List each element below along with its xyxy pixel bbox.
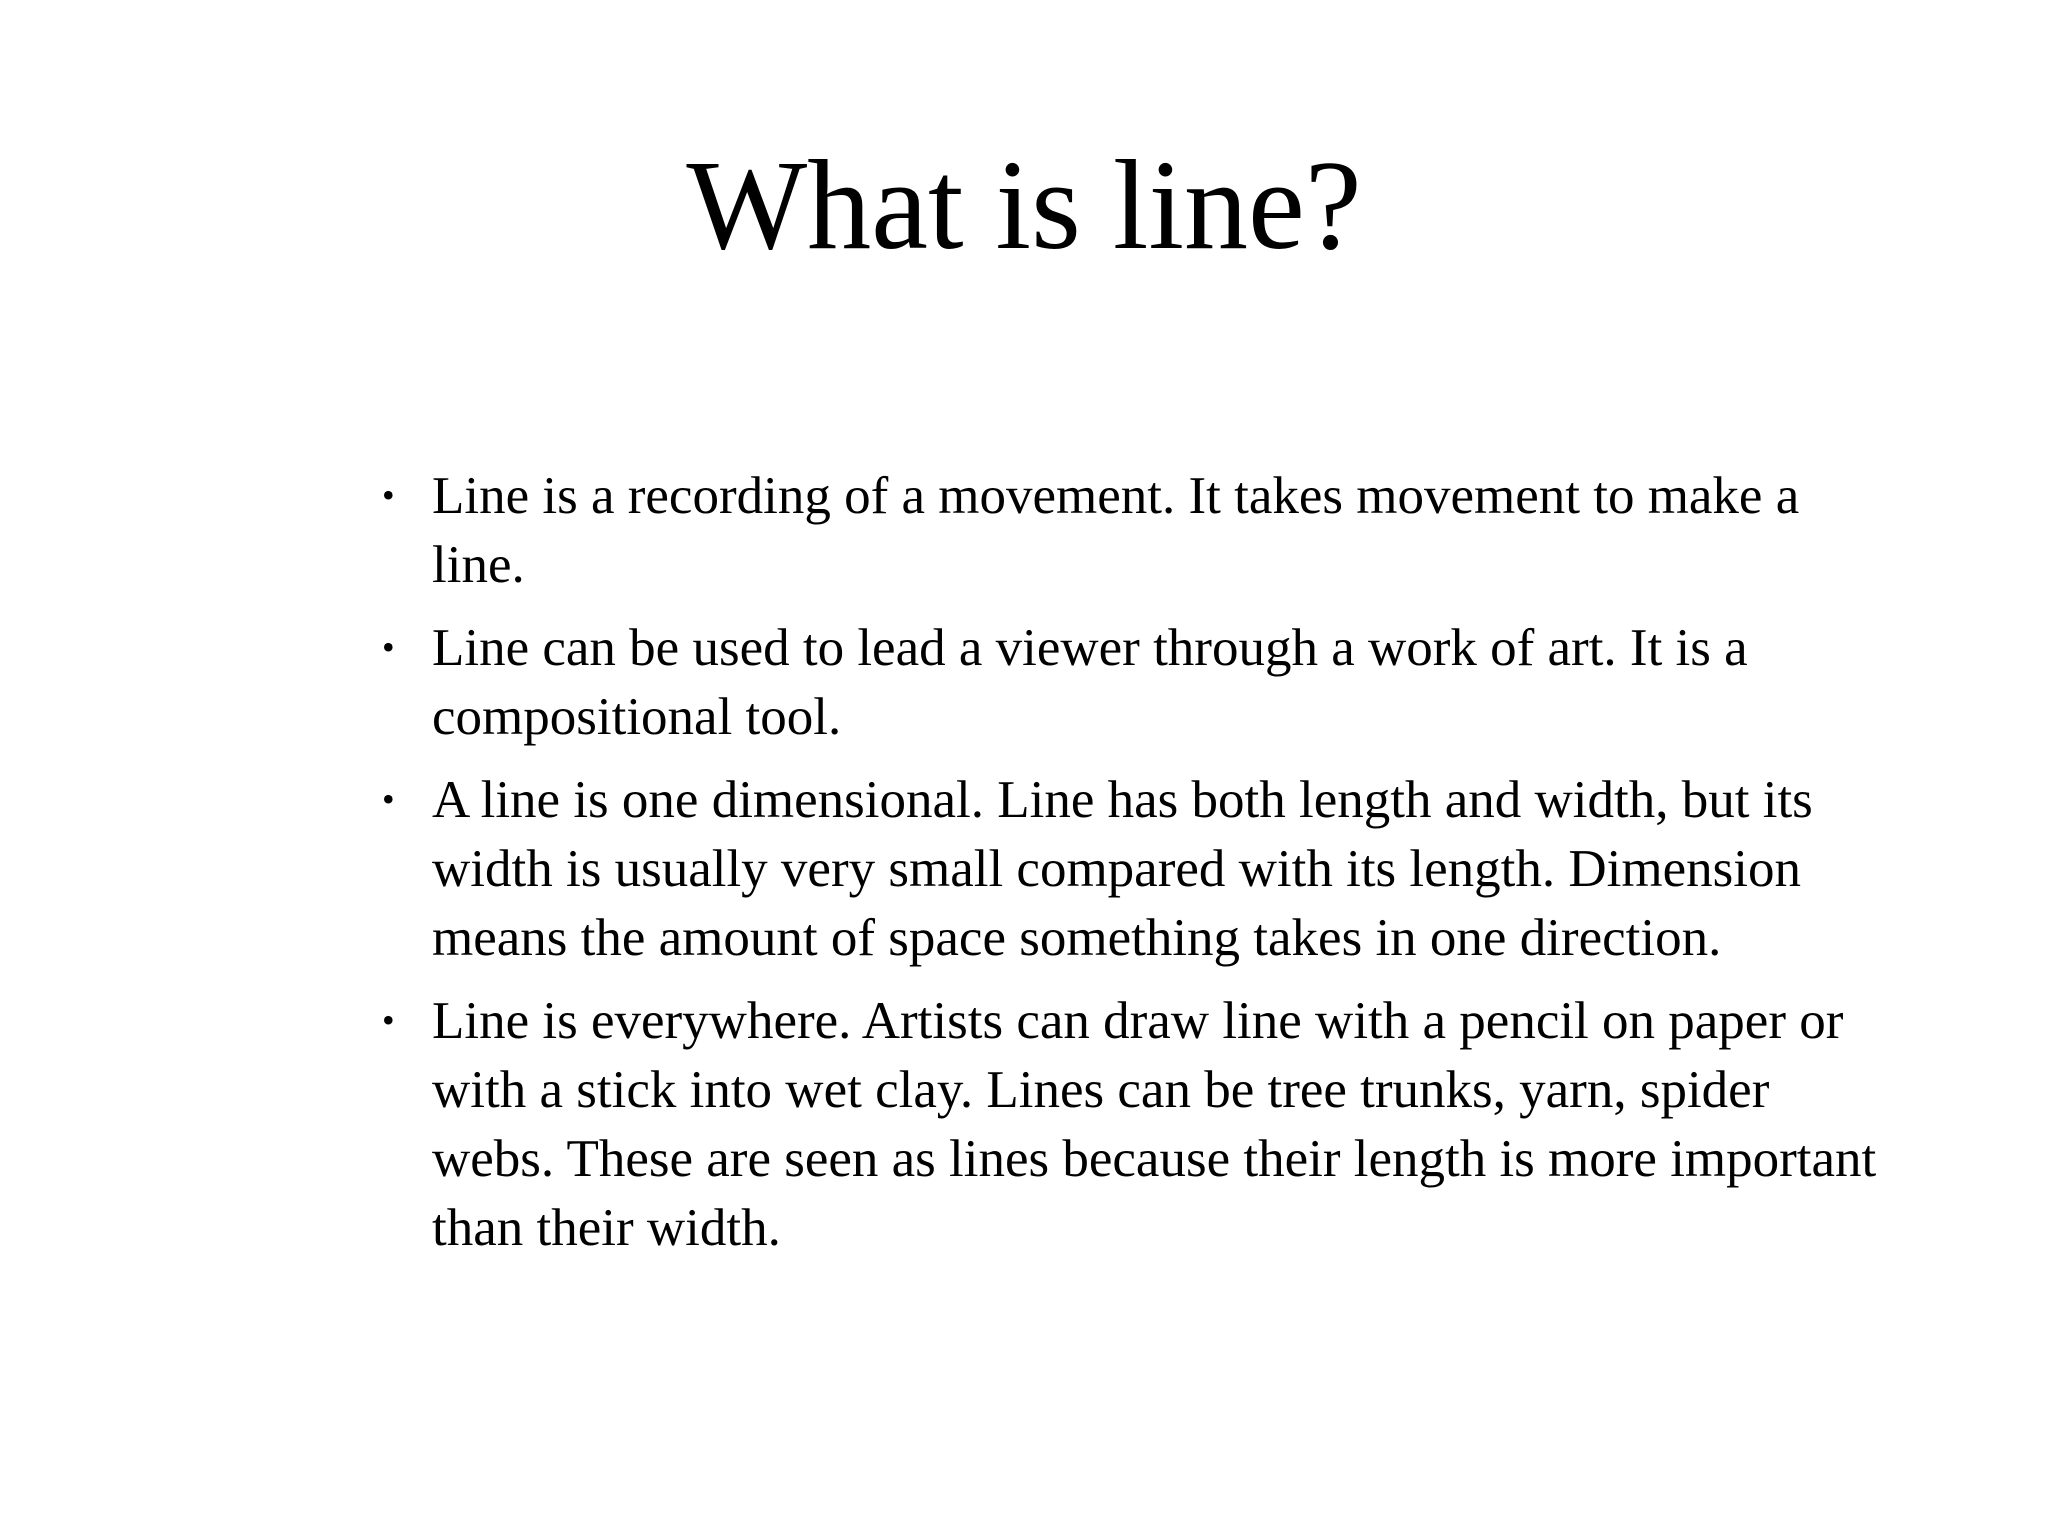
bullet-text: Line is a recording of a movement. It takes movement to make a line. [432, 467, 1800, 594]
bullet-item [378, 987, 1898, 1263]
bullet-text: Line is everywhere. Artists can draw line with a pencil on paper or with a stick into wet clay. Lines can be tree trunks, yarn, spider webs. These are seen as lines because their length is more important than their width. [432, 992, 1877, 1257]
bullet-dot-icon: • [382, 779, 395, 819]
bullet-text: A line is one dimensional. Line has both length and width, but its width is usually very small compared with its length. Dimension means the amount of space something takes in one direction. [432, 771, 1813, 967]
bullet-item [378, 462, 1898, 600]
bullet-dot-icon: • [382, 627, 395, 667]
bullet-dot-icon: • [382, 475, 395, 515]
bullet-text: Line can be used to lead a viewer through a work of art. It is a compositional tool. [432, 619, 1748, 746]
bullet-item [378, 766, 1898, 973]
slide-title: What is line? [686, 134, 1362, 276]
bullet-item [378, 614, 1898, 752]
bullet-dot-icon: • [382, 1000, 395, 1040]
bullet-list [378, 462, 1898, 1277]
